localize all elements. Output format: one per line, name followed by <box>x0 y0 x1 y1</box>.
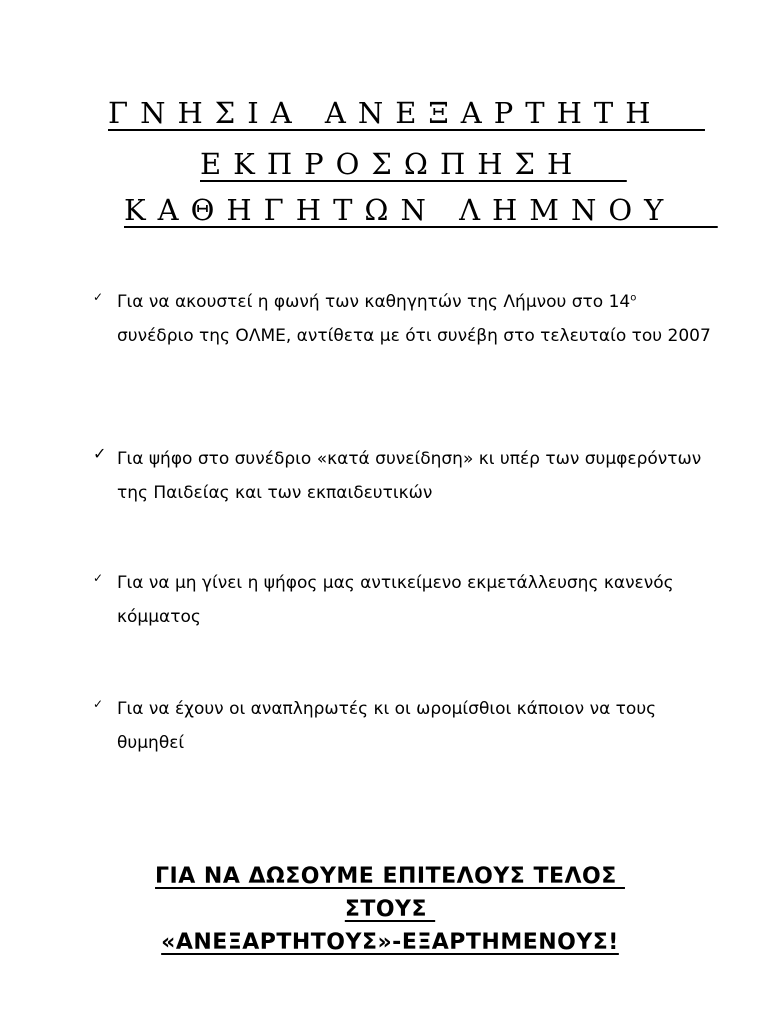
list-item-text: Για να ακουστεί η φωνή των καθηγητών της Λήμνου στο $14^o$ συνέδριο της ΟΛΜΕ, αντίθετα με ότι συνέβη στο τελευταίο του 2007 <box>117 292 711 346</box>
list-item-text: Για να έχουν οι αναπληρωτές κι οι ωρομίσθιοι κάποιον να τους θυμηθεί <box>117 699 657 753</box>
slogan-line-3: «ΑΝΕΞΑΡΤΗΤΟΥΣ»-ΕΞΑΡΤΗΜΕΝΟΥΣ! <box>161 930 619 955</box>
list-item-text: Για να μη γίνει η ψήφος μας αντικείμενο εκμετάλλευσης κανενός κόμματος <box>117 573 674 627</box>
list-item <box>93 692 713 760</box>
ordinal-superscript: ο <box>630 292 637 304</box>
list-item <box>93 285 713 353</box>
closing-slogan <box>100 860 680 959</box>
checkmark-icon: ✓ <box>93 571 104 585</box>
list-item <box>93 566 713 634</box>
list-item-text: Για ψήφο στο συνέδριο «κατά συνείδηση» κι υπέρ των συμφερόντων της Παιδείας και των εκπαιδευτικών <box>117 449 702 503</box>
checkmark-icon: ✓ <box>93 697 104 711</box>
heading-line-1: ΓΝΗΣΙΑ ΑΝΕΞΑΡΤΗΤΗ <box>108 96 705 130</box>
checkmark-icon: ✓ <box>93 290 104 304</box>
heading-line-3: ΚΑΘΗΓΗΤΩΝ ΛΗΜΝΟΥ <box>124 193 718 227</box>
slogan-line-1: ΓΙΑ ΝΑ ΔΩΣΟΥΜΕ ΕΠΙΤΕΛΟΥΣ ΤΕΛΟΣ <box>155 864 625 889</box>
heading-line-2: ΕΚΠΡΟΣΩΠΗΣΗ <box>200 147 627 181</box>
list-item <box>93 442 713 510</box>
checkmark-icon: ✓ <box>93 444 107 463</box>
slogan-line-2: ΣΤΟΥΣ <box>344 897 436 922</box>
